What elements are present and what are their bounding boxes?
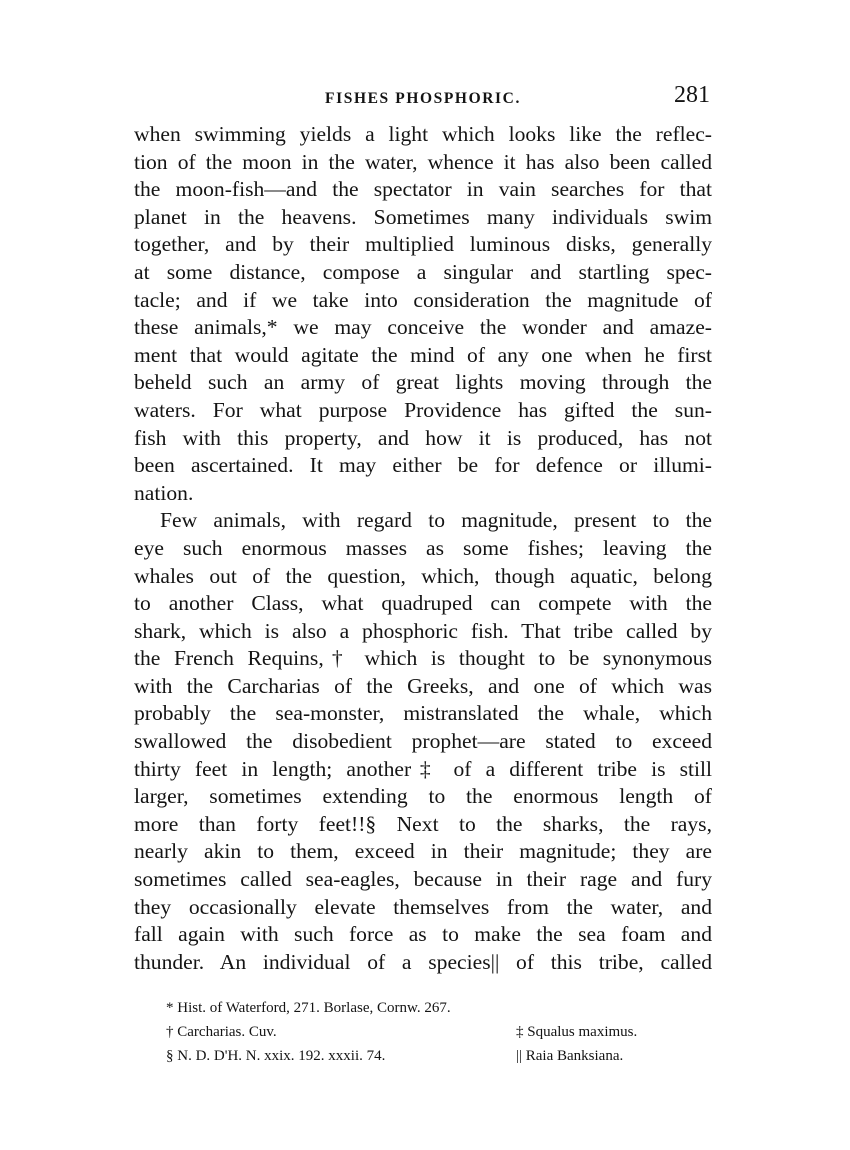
text-line: ment that would agitate the mind of any one when he first: [134, 342, 712, 367]
text-line: tion of the moon in the water, whence it has also been called: [134, 149, 712, 174]
text-line: sometimes called sea-eagles, because in their rage and fury: [134, 867, 712, 892]
text-line: waters. For what purpose Providence has gifted the sun-: [134, 397, 712, 422]
text-line: thirty feet in length; another‡ of a different tribe is still: [134, 756, 712, 781]
text-line: probably the sea-monster, mistranslated the whale, which: [134, 701, 712, 726]
footnote-row: [134, 1044, 712, 1068]
text-line: these animals,* we may conceive the wonder and amaze-: [134, 315, 712, 340]
footnote: ‡ Squalus maximus.: [516, 1024, 638, 1040]
text-line: together, and by their multiplied luminous disks, generally: [134, 232, 712, 257]
body-text: [134, 121, 712, 976]
footnote-row: [134, 996, 712, 1020]
text-line: to another Class, what quadruped can compete with the: [134, 591, 712, 616]
text-line: with the Carcharias of the Greeks, and one of which was: [134, 673, 712, 698]
text-line: the moon-fish—and the spectator in vain searches for that: [134, 177, 712, 202]
text-line: the French Requins,† which is thought to be synonymous: [134, 646, 712, 671]
text-line: they occasionally elevate themselves from the water, and: [134, 894, 712, 919]
footnote: † Carcharias. Cuv.: [166, 1024, 277, 1040]
text-line: shark, which is also a phosphoric fish. That tribe called by: [134, 618, 712, 643]
text-line: larger, sometimes extending to the enormous length of: [134, 784, 712, 809]
text-line: thunder. An individual of a species|| of this tribe, called: [134, 949, 712, 974]
text-line: nearly akin to them, exceed in their magnitude; they are: [134, 839, 712, 864]
footnote: || Raia Banksiana.: [516, 1048, 624, 1064]
text-line: tacle; and if we take into consideration the magnitude of: [134, 287, 712, 312]
running-title: FISHES PHOSPHORIC.: [325, 90, 521, 107]
text-line: fish with this property, and how it is produced, has not: [134, 425, 712, 450]
text-line: been ascertained. It may either be for defence or illumi-: [134, 453, 712, 478]
text-line: more than forty feet!!§ Next to the sharks, the rays,: [134, 811, 712, 836]
text-line: nation.: [134, 480, 194, 505]
text-line: whales out of the question, which, though aquatic, belong: [134, 563, 712, 588]
page-number: 281: [674, 82, 710, 108]
text-line: eye such enormous masses as some fishes; leaving the: [134, 535, 712, 560]
text-line-paragraph-start: Few animals, with regard to magnitude, present to the: [160, 508, 712, 533]
text-line: planet in the heavens. Sometimes many individuals swim: [134, 204, 712, 229]
text-line: beheld such an army of great lights moving through the: [134, 370, 712, 395]
footnote-row: [134, 1020, 712, 1044]
footnote: * Hist. of Waterford, 271. Borlase, Cornw. 267.: [166, 1000, 451, 1016]
footnote: § N. D. D'H. N. xxix. 192. xxxii. 74.: [166, 1048, 386, 1064]
running-head: [134, 82, 712, 114]
text-line: when swimming yields a light which looks like the reflec-: [134, 122, 712, 146]
text-line: swallowed the disobedient prophet—are stated to exceed: [134, 729, 712, 754]
text-line: fall again with such force as to make the sea foam and: [134, 922, 712, 947]
footnotes: [134, 996, 712, 1068]
text-line: at some distance, compose a singular and startling spec-: [134, 259, 712, 284]
